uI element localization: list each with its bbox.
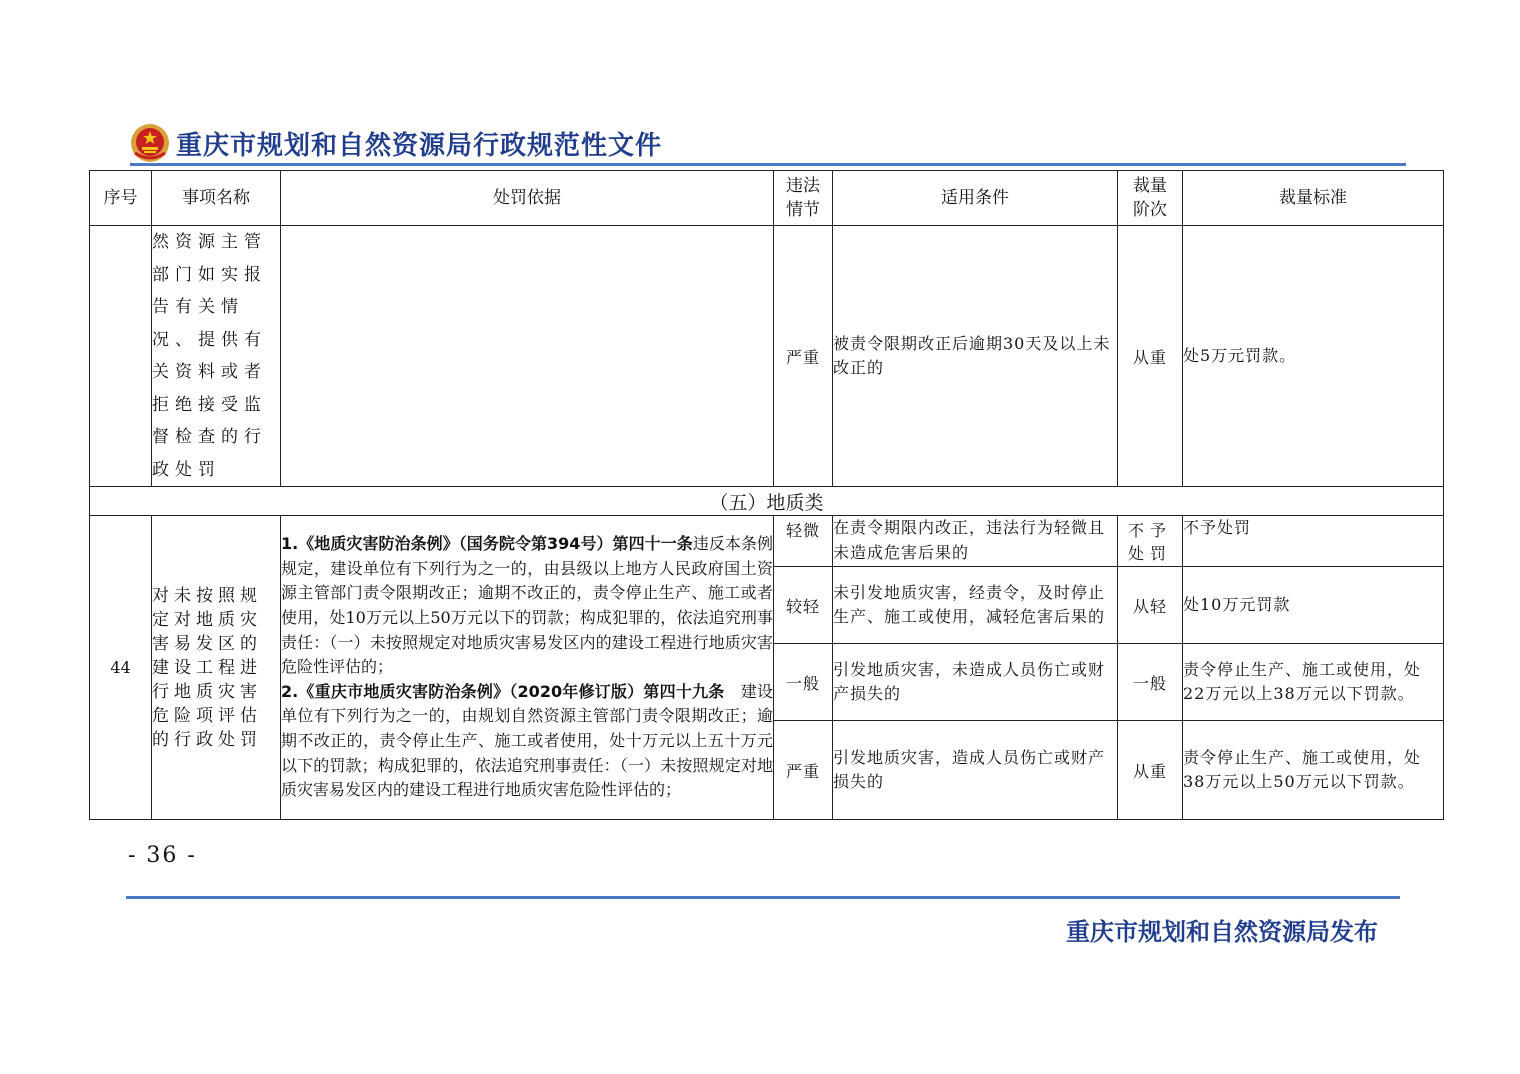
header-plot-line2: 情节 [786,200,820,220]
header-seq: 序号 [90,171,152,226]
national-emblem-icon [130,123,170,163]
table-header-row [90,171,1444,226]
section-row [90,487,1444,516]
cell-level: 从重 [1118,226,1183,487]
cell-standard: 处10万元罚款 [1183,567,1444,644]
basis-2-title: 2.《重庆市地质灾害防治条例》（2020年修订版）第四十九条 [281,681,725,701]
basis-1-title: 1.《地质灾害防治条例》（国务院令第394号）第四十一条 [281,534,693,554]
cell-level: 从轻 [1118,567,1183,644]
cell-condition: 引发地质灾害，未造成人员伤亡或财产损失的 [833,644,1118,721]
cell-standard: 不予处罚 [1183,516,1444,567]
header-plot [774,171,833,226]
cell-plot: 较轻 [774,567,833,644]
cell-item-name: 对未按照规定对地质灾害易发区的建设工程进行地质灾害危险项评估的行政处罚 [152,516,281,820]
cell-standard: 责令停止生产、施工或使用，处38万元以上50万元以下罚款。 [1183,721,1444,820]
cell-seq: 44 [90,516,152,820]
cell-level: 从重 [1118,721,1183,820]
cell-condition: 在责令期限内改正，违法行为轻微且未造成危害后果的 [833,516,1118,567]
cell-plot: 严重 [774,226,833,487]
header-item: 事项名称 [152,171,281,226]
penalty-discretion-table [89,170,1444,820]
footer-publisher: 重庆市规划和自然资源局发布 [1066,918,1378,946]
cell-condition: 引发地质灾害，造成人员伤亡或财产损失的 [833,721,1118,820]
header-standard: 裁量标准 [1183,171,1444,226]
cell-plot: 轻微 [774,516,833,567]
header-basis: 处罚依据 [281,171,774,226]
cell-seq [90,226,152,487]
cell-plot: 严重 [774,721,833,820]
header-level [1118,171,1183,226]
document-header [130,122,662,164]
section-title: （五）地质类 [90,487,1444,516]
header-level-line1: 裁量 [1133,176,1167,196]
basis-1-body: 违反本条例规定，建设单位有下列行为之一的，由县级以上地方人民政府国土资源主管部门责令限期改正；逾期不改正的，责令停止生产、施工或者使用，处10万元以上50万元以下的罚款；构成犯罪的，依法追究刑事责任：（一）未按照规定对地质灾害易发区内的建设工程进行地质灾害危险性评估的； [281,534,773,677]
basis-2-body: 建设单位有下列行为之一的，由规划自然资源主管部门责令限期改正；逾期不改正的，责令停止生产、施工或者使用，处十万元以上五十万元以下的罚款；构成犯罪的，依法追究刑事责任：（一）未按照规定对地质灾害易发区内的建设工程进行地质灾害危险性评估的； [281,681,773,800]
cell-standard: 处5万元罚款。 [1183,226,1444,487]
table-row [90,516,1444,567]
header-divider [130,163,1406,166]
footer-divider [126,896,1400,899]
header-plot-line1: 违法 [786,176,820,196]
cell-condition: 被责令限期改正后逾期30天及以上未改正的 [833,226,1118,487]
cell-level: 一般 [1118,644,1183,721]
page-number: - 36 - [128,843,197,868]
cell-basis [281,516,774,820]
cell-level: 不予处罚 [1118,516,1183,567]
table-row [90,226,1444,487]
cell-basis [281,226,774,487]
cell-item-name: 然资源主管部门如实报告有关情况、提供有关资料或者拒绝接受监督检查的行政处罚 [152,226,281,487]
cell-condition: 未引发地质灾害，经责令，及时停止生产、施工或使用，减轻危害后果的 [833,567,1118,644]
header-title: 重庆市规划和自然资源局行政规范性文件 [176,130,663,161]
header-level-line2: 阶次 [1133,200,1167,220]
cell-standard: 责令停止生产、施工或使用，处22万元以上38万元以下罚款。 [1183,644,1444,721]
cell-plot: 一般 [774,644,833,721]
header-condition: 适用条件 [833,171,1118,226]
